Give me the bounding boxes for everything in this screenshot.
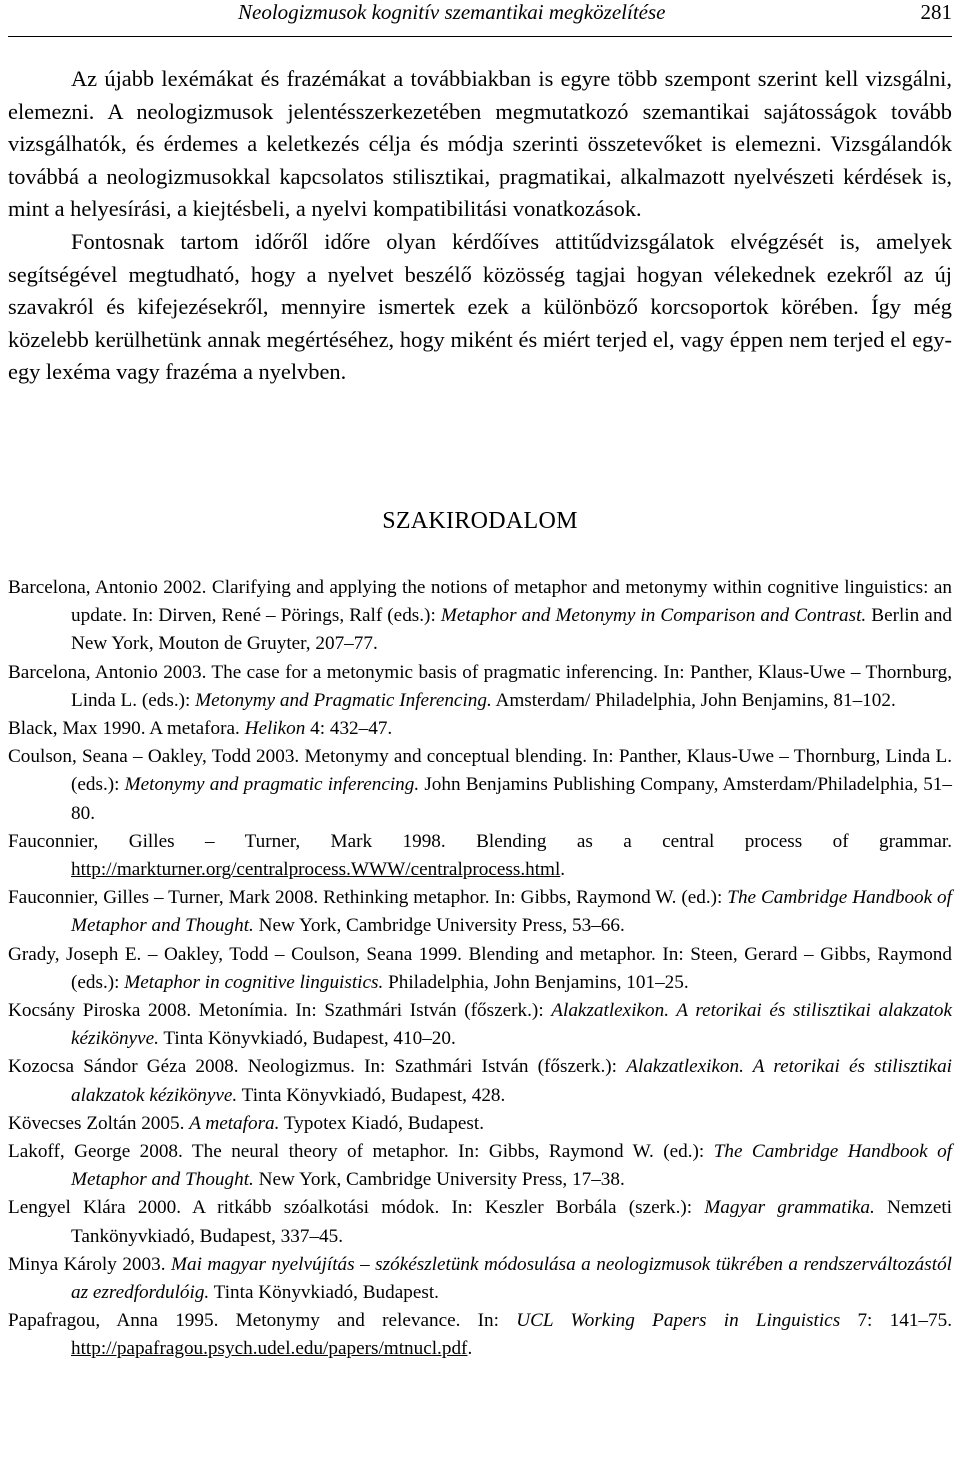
reference-item: Minya Károly 2003. Mai magyar nyelvújítás – szókészletünk módosulása a neologizmusok tükrében a rendszerváltozástól az ezredfordulóig. Tinta Könyvkiadó, Budapest.	[8, 1253, 952, 1304]
reference-title: Alakzatlexikon. A retorikai és stilisztikai alakzatok kézikönyve.	[71, 1056, 952, 1106]
reference-title: Metaphor and Metonymy in Comparison and Contrast.	[440, 605, 867, 627]
reference-title: Metaphor in cognitive linguistics.	[124, 971, 384, 993]
reference-item: Barcelona, Antonio 2002. Clarifying and applying the notions of metaphor and metonymy within cognitive linguistics: an update. In: Dirven, René – Pörings, Ralf (eds.): Metaphor and Metonymy in Comparison and Contrast. Berlin and New York, Mouton de Gruyter, 207–77.	[8, 577, 953, 655]
running-title: Neologizmusok kognitív szemantikai megközelítése	[238, 0, 666, 24]
paragraph: Az újabb lexémákat és frazémákat a továbbiakban is egyre több szempont szerint kell vizsgálni, elemezni. A neologizmusok jelentésszerkezetében megmutatkozó szemantikai sajátosságok tovább vizsgálhatók, és érdemes a keletkezés célja és módja szerinti összetevőket is elemezni. Vizsgálandók továbbá a neologizmusokkal kapcsolatos stilisztikai, pragmatikai, alkalmazott nyelvészeti kérdések is, mint a helyesírási, a kiejtésbeli, a nyelvi kompatibilitási vonatkozások.	[8, 66, 952, 222]
page-header	[8, 0, 952, 37]
reference-item: Papafragou, Anna 1995. Metonymy and relevance. In: UCL Working Papers in Linguistics 7: 141–75. http://papafragou.psych.udel.edu/papers/mtnucl.pdf.	[8, 1310, 952, 1360]
reference-title: A metafora.	[189, 1112, 280, 1134]
reference-item: Kozocsa Sándor Géza 2008. Neologizmus. In: Szathmári István (főszerk.): Alakzatlexikon. A retorikai és stilisztikai alakzatok kézikönyve. Tinta Könyvkiadó, Budapest, 428.	[8, 1056, 952, 1106]
reference-item: Lengyel Klára 2000. A ritkább szóalkotási módok. In: Keszler Borbála (szerk.): Magyar grammatika. Nemzeti Tankönyvkiadó, Budapest, 337–45.	[8, 1197, 953, 1247]
reference-item: Coulson, Seana – Oakley, Todd 2003. Metonymy and conceptual blending. In: Panther, Klaus-Uwe – Thornburg, Linda L. (eds.): Metonymy and pragmatic inferencing. John Benjamins Publishing Company, Amsterdam/Philadelphia, 51–80.	[8, 746, 952, 824]
page-number: 281	[920, 0, 952, 24]
reference-item: Black, Max 1990. A metafora. Helikon 4: 432–47.	[8, 718, 393, 740]
reference-title: Magyar grammatika.	[704, 1197, 875, 1219]
reference-title: Metonymy and pragmatic inferencing.	[124, 774, 420, 796]
reference-title: Mai magyar nyelvújítás – szókészletünk módosulása a neologizmusok tükrében a rendszerváltozástól az ezredfordulóig.	[71, 1253, 952, 1304]
section-heading: SZAKIRODALOM	[382, 508, 578, 534]
reference-link[interactable]: http://markturner.org/centralprocess.WWW/centralprocess.html	[71, 859, 561, 881]
paragraph: Fontosnak tartom időről időre olyan kérdőíves attitűdvizsgálatok elvégzését is, amelyek segítségével megtudható, hogy a nyelvet beszélő közösség tagjai hogyan vélekednek ezekről az új szavakról és kifejezésekről, mennyire ismertek ezek a különböző korcsoportok körében. Így még közelebb kerülhetünk annak megértéséhez, hogy miként és miért terjed el, vagy éppen nem terjed el egy-egy lexéma vagy frazéma a nyelvben.	[8, 228, 952, 385]
body-text	[8, 63, 952, 389]
reference-list	[8, 574, 952, 1364]
reference-item: Kocsány Piroska 2008. Metonímia. In: Szathmári István (főszerk.): Alakzatlexikon. A retorikai és stilisztikai alakzatok kézikönyve. Tinta Könyvkiadó, Budapest, 410–20.	[8, 1000, 952, 1050]
reference-item: Fauconnier, Gilles – Turner, Mark 1998. Blending as a central process of grammar. http://markturner.org/centralprocess.WWW/centralprocess.html.	[8, 830, 952, 881]
reference-item: Lakoff, George 2008. The neural theory of metaphor. In: Gibbs, Raymond W. (ed.): The Cambridge Handbook of Metaphor and Thought. New York, Cambridge University Press, 17–38.	[8, 1141, 952, 1191]
reference-title: The Cambridge Handbook of Metaphor and Thought.	[71, 887, 952, 937]
reference-item: Barcelona, Antonio 2003. The case for a metonymic basis of pragmatic inferencing. In: Panther, Klaus-Uwe – Thornburg, Linda L. (eds.): Metonymy and Pragmatic Inferencing. Amsterdam/ Philadelphia, John Benjamins, 81–102.	[8, 661, 952, 711]
reference-title: Helikon	[244, 718, 306, 740]
reference-title: Alakzatlexikon. A retorikai és stilisztikai alakzatok kézikönyve.	[71, 1000, 952, 1050]
reference-item: Grady, Joseph E. – Oakley, Todd – Coulson, Seana 1999. Blending and metaphor. In: Steen, Gerard – Gibbs, Raymond (eds.): Metaphor in cognitive linguistics. Philadelphia, John Benjamins, 101–25.	[8, 943, 952, 993]
reference-item: Fauconnier, Gilles – Turner, Mark 2008. Rethinking metaphor. In: Gibbs, Raymond W. (ed.): The Cambridge Handbook of Metaphor and Thought. New York, Cambridge University Press, 53–66.	[8, 887, 952, 937]
reference-link[interactable]: http://papafragou.psych.udel.edu/papers/mtnucl.pdf	[71, 1338, 468, 1360]
reference-title: UCL Working Papers in Linguistics	[516, 1310, 841, 1332]
reference-item: Kövecses Zoltán 2005. A metafora. Typotex Kiadó, Budapest.	[8, 1112, 484, 1134]
reference-title: Metonymy and Pragmatic Inferencing.	[195, 689, 492, 711]
reference-title: The Cambridge Handbook of Metaphor and Thought.	[71, 1141, 952, 1191]
